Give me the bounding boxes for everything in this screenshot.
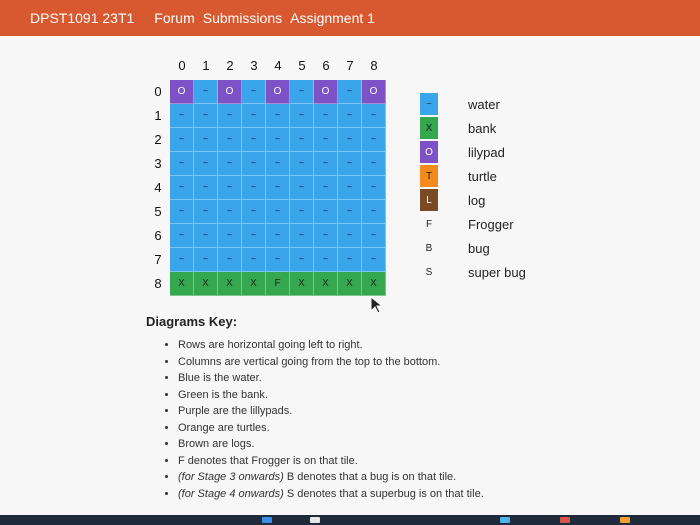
column-number: 5 (298, 58, 306, 73)
board-cell: ~ (170, 200, 194, 224)
legend-label: Frogger (468, 216, 514, 232)
board-cell: O (170, 80, 194, 104)
column-number: 2 (226, 58, 234, 73)
key-item (178, 403, 698, 420)
column-numbers (170, 58, 386, 73)
board-cell: ~ (242, 176, 266, 200)
board-cell: ~ (362, 248, 386, 272)
key-item (178, 387, 698, 404)
legend-swatch: T (420, 165, 438, 187)
column-number: 1 (202, 58, 210, 73)
board-cell: X (338, 272, 362, 296)
key-item (178, 420, 698, 437)
key-item (178, 469, 698, 486)
key-item-text: Brown are logs. (178, 438, 255, 450)
board-cell: X (314, 272, 338, 296)
board-cell: ~ (290, 224, 314, 248)
legend-swatch: F (425, 218, 433, 230)
windows-icon[interactable] (262, 517, 272, 523)
legend-label: bug (468, 240, 490, 256)
key-item (178, 453, 698, 470)
row-number: 1 (154, 108, 162, 123)
board-cell: ~ (170, 128, 194, 152)
row-number: 2 (154, 132, 162, 147)
board-cell: ~ (242, 104, 266, 128)
board-cell: ~ (338, 224, 362, 248)
board-cell: ~ (170, 248, 194, 272)
board-cell: ~ (242, 200, 266, 224)
legend-entry (420, 164, 526, 188)
board-cell: ~ (218, 104, 242, 128)
top-nav-bar (0, 0, 700, 36)
board-cell: ~ (266, 152, 290, 176)
legend-label: water (468, 96, 500, 112)
board-cell: ~ (266, 248, 290, 272)
board-cell: ~ (266, 200, 290, 224)
board-cell: ~ (194, 104, 218, 128)
key-item-text: Green is the bank. (178, 388, 268, 401)
board-cell: ~ (362, 128, 386, 152)
board-cell: X (362, 272, 386, 296)
board-cell: X (194, 272, 218, 296)
app-icon[interactable] (500, 517, 510, 523)
row-number: 7 (154, 252, 162, 267)
board-cell: ~ (242, 80, 266, 104)
board-cell: ~ (338, 104, 362, 128)
key-item (178, 337, 698, 354)
nav-forum[interactable]: Forum (154, 10, 195, 26)
board-cell: ~ (194, 200, 218, 224)
column-number: 3 (250, 58, 258, 73)
column-number: 4 (274, 58, 282, 73)
legend-label: log (468, 192, 486, 208)
board-cell: ~ (338, 128, 362, 152)
board-cell: ~ (266, 128, 290, 152)
board-cell: ~ (194, 152, 218, 176)
column-number: 8 (370, 58, 378, 73)
course-title[interactable]: DPST1091 23T1 (30, 10, 135, 26)
app-icon[interactable] (620, 517, 630, 523)
key-item (178, 436, 698, 453)
board-cell: ~ (338, 248, 362, 272)
legend-label: lilypad (468, 144, 505, 160)
legend-label: bank (468, 120, 497, 136)
legend-swatch: L (420, 189, 438, 211)
legend-entry (420, 188, 526, 212)
board-cell: O (218, 80, 242, 104)
row-number: 4 (154, 180, 162, 195)
key-item (178, 486, 698, 503)
key-item-text: Columns are vertical going from the top to the bottom. (178, 355, 441, 368)
legend-swatch: S (425, 266, 433, 278)
board-cell: ~ (242, 128, 266, 152)
key-item-text: B denotes that a bug is on that tile. (283, 471, 457, 483)
key-item (178, 370, 698, 387)
app-icon[interactable] (560, 517, 570, 523)
key-item-text: Blue is the water. (178, 372, 262, 384)
board-cell: ~ (218, 128, 242, 152)
board-cell: F (266, 272, 290, 296)
row-number: 5 (154, 204, 162, 219)
legend-label: super bug (468, 264, 526, 280)
board-cell: ~ (290, 152, 314, 176)
key-item-text: Rows are horizontal going left to right. (178, 339, 363, 351)
key-item-text: Orange are turtles. (178, 421, 270, 434)
board-cell: X (170, 272, 194, 296)
board-cell: ~ (290, 176, 314, 200)
board-cell: ~ (218, 248, 242, 272)
nav-submissions[interactable]: Submissions (202, 10, 283, 26)
board-cell: ~ (290, 248, 314, 272)
legend-entry (420, 212, 526, 236)
column-number: 0 (178, 58, 186, 73)
board-cell: ~ (314, 200, 338, 224)
row-number: 0 (154, 84, 162, 99)
game-board (170, 80, 386, 296)
key-item-stage-note: (for Stage 4 onwards) (178, 487, 284, 500)
board-cell: ~ (362, 104, 386, 128)
key-item (178, 354, 698, 371)
board-cell: X (290, 272, 314, 296)
board-cell: X (218, 272, 242, 296)
board-cell: ~ (194, 224, 218, 248)
board-cell: ~ (170, 224, 194, 248)
row-number: 3 (154, 156, 162, 171)
legend-swatch: B (425, 242, 433, 254)
diagrams-key-list (160, 337, 698, 502)
taskbar (0, 515, 700, 525)
board-cell: ~ (266, 104, 290, 128)
board-cell: ~ (266, 176, 290, 200)
key-item-text: Purple are the lillypads. (178, 405, 293, 417)
board-cell: ~ (314, 128, 338, 152)
board-cell: ~ (338, 152, 362, 176)
board-cell: ~ (362, 152, 386, 176)
board-cell: ~ (290, 80, 314, 104)
board-cell: ~ (362, 176, 386, 200)
row-number: 6 (154, 228, 162, 243)
board-cell: ~ (290, 104, 314, 128)
board-cell: ~ (170, 104, 194, 128)
board-cell: ~ (314, 176, 338, 200)
row-numbers (150, 80, 166, 296)
legend-swatch: ~ (420, 93, 438, 115)
board-cell: ~ (194, 176, 218, 200)
board-cell: O (266, 80, 290, 104)
board-cell: ~ (242, 224, 266, 248)
board-cell: ~ (242, 248, 266, 272)
board-cell: ~ (290, 200, 314, 224)
key-item-stage-note: (for Stage 3 onwards) (178, 471, 284, 483)
board-cell: ~ (218, 152, 242, 176)
board-cell: ~ (242, 152, 266, 176)
board-cell: ~ (314, 104, 338, 128)
board-cell: ~ (314, 248, 338, 272)
legend-label: turtle (468, 168, 497, 184)
board-cell: ~ (338, 80, 362, 104)
board-cell: O (314, 80, 338, 104)
legend-entry (420, 260, 526, 284)
board-cell: O (362, 80, 386, 104)
legend-entry (420, 140, 526, 164)
diagrams-key-title: Diagrams Key: (146, 314, 238, 329)
board-cell: ~ (218, 200, 242, 224)
board-cell: ~ (314, 152, 338, 176)
board-cell: ~ (194, 248, 218, 272)
board-cell: ~ (218, 176, 242, 200)
legend-swatch: O (420, 141, 438, 163)
board-cell: ~ (362, 200, 386, 224)
board-cell: ~ (194, 80, 218, 104)
legend-swatch: X (420, 117, 438, 139)
board-cell: ~ (170, 152, 194, 176)
legend-entry (420, 116, 526, 140)
column-number: 6 (322, 58, 330, 73)
nav-links (154, 10, 375, 26)
legend-entry (420, 92, 526, 116)
search-icon[interactable] (310, 517, 320, 523)
nav-assignment-1[interactable]: Assignment 1 (290, 10, 375, 26)
board-cell: ~ (194, 128, 218, 152)
mouse-cursor-icon (370, 296, 384, 314)
key-item-text: F denotes that Frogger is on that tile. (178, 454, 358, 467)
legend-entry (420, 236, 526, 260)
board-cell: ~ (338, 176, 362, 200)
column-number: 7 (346, 58, 354, 73)
board-cell: ~ (314, 224, 338, 248)
board-cell: ~ (362, 224, 386, 248)
board-cell: ~ (290, 128, 314, 152)
board-cell: ~ (266, 224, 290, 248)
row-number: 8 (154, 276, 162, 291)
board-cell: ~ (170, 176, 194, 200)
board-cell: X (242, 272, 266, 296)
board-cell: ~ (338, 200, 362, 224)
board-cell: ~ (218, 224, 242, 248)
tile-legend (420, 92, 526, 284)
key-item-text: S denotes that a superbug is on that tile. (283, 487, 484, 500)
